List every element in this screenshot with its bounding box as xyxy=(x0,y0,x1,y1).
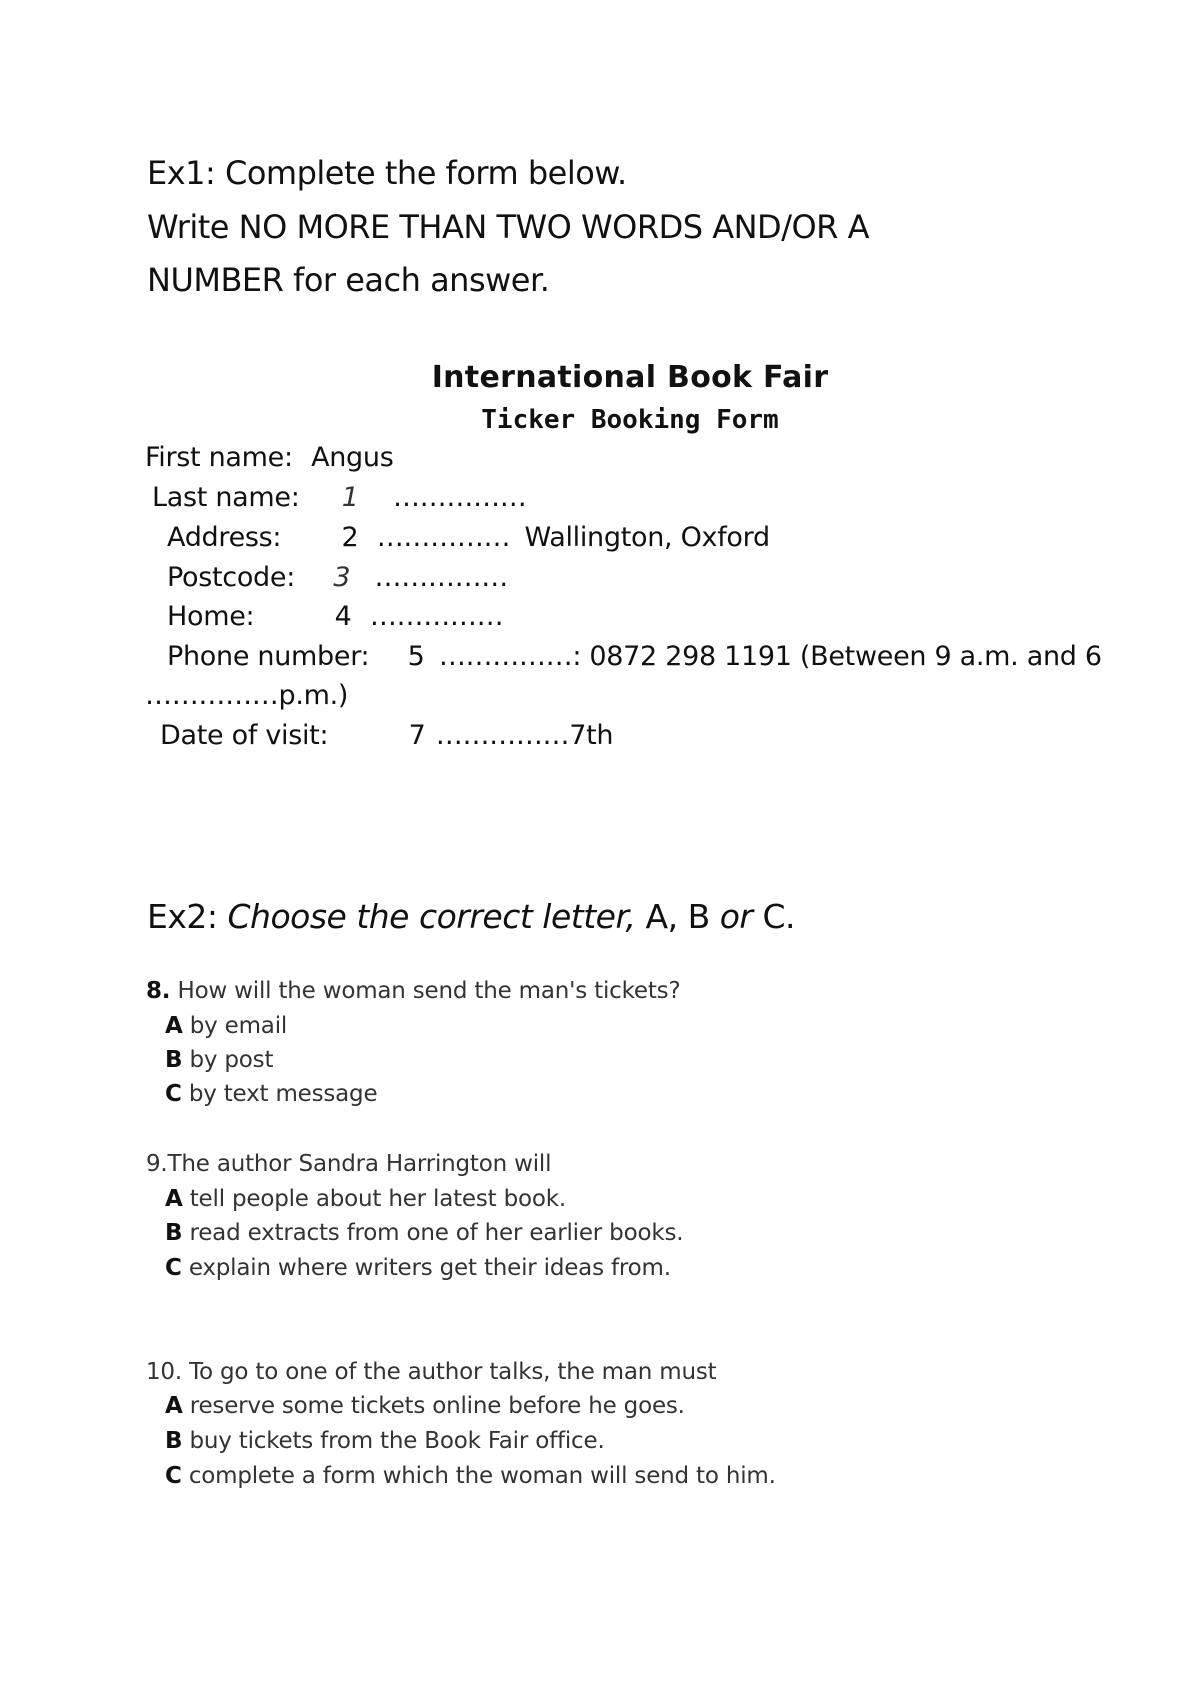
date-label: Date of visit: xyxy=(160,720,329,751)
question-text: How will the woman send the man's tickets? xyxy=(177,978,681,1004)
question-text: The author Sandra Harrington will xyxy=(167,1151,552,1177)
field-phone-continuation xyxy=(145,680,348,711)
phone-value: : 0872 298 1191 (Between 9 a.m. and 6 xyxy=(572,641,1102,672)
ex2-or: or xyxy=(719,897,753,936)
last-name-number: 1 xyxy=(341,482,359,513)
home-label: Home: xyxy=(167,601,255,632)
ex2-comma: , xyxy=(667,897,678,936)
option-text: read extracts from one of her earlier books. xyxy=(189,1220,684,1246)
option-text: by text message xyxy=(188,1081,378,1107)
date-blank: …………… xyxy=(435,720,570,751)
option-text: by post xyxy=(189,1047,274,1073)
option-b xyxy=(165,1428,605,1454)
home-number: 4 xyxy=(334,601,352,632)
option-text: reserve some tickets online before he goes. xyxy=(189,1393,685,1419)
option-a xyxy=(165,1393,685,1419)
question-number: 10. xyxy=(146,1359,182,1385)
address-number: 2 xyxy=(341,522,359,553)
last-name-label: Last name: xyxy=(152,482,300,513)
option-letter: C xyxy=(165,1255,182,1281)
option-text: explain where writers get their ideas from. xyxy=(188,1255,671,1281)
ex2-letter-c: C xyxy=(762,897,786,936)
phone-label: Phone number: xyxy=(167,641,370,672)
ex1-instruction-line-3: NUMBER for each answer. xyxy=(147,261,550,299)
phone-continuation-blank: …………… xyxy=(145,680,279,711)
field-postcode xyxy=(167,562,508,593)
option-letter: A xyxy=(165,1013,183,1039)
date-number: 7 xyxy=(408,720,426,751)
ex2-instruction-text: Choose the correct letter, xyxy=(227,897,636,936)
address-value: Wallington, Oxford xyxy=(524,522,770,553)
form-title: International Book Fair xyxy=(431,360,829,395)
question-number: 8. xyxy=(146,978,171,1004)
option-a xyxy=(165,1013,287,1039)
ex2-prefix: Ex2: xyxy=(147,897,218,936)
postcode-number: 3 xyxy=(333,562,351,593)
option-c xyxy=(165,1081,377,1107)
option-letter: C xyxy=(165,1463,182,1489)
option-letter: A xyxy=(165,1186,183,1212)
field-address xyxy=(167,522,770,553)
field-phone-number xyxy=(167,641,1102,672)
option-b xyxy=(165,1047,273,1073)
option-b xyxy=(165,1220,683,1246)
phone-number-index: 5 xyxy=(407,641,425,672)
question-number: 9. xyxy=(146,1151,168,1177)
field-last-name xyxy=(152,482,527,513)
option-letter: A xyxy=(165,1393,183,1419)
field-date-of-visit xyxy=(160,720,613,751)
option-text: by email xyxy=(189,1013,288,1039)
option-a xyxy=(165,1186,566,1212)
first-name-value: Angus xyxy=(311,442,394,473)
option-text: buy tickets from the Book Fair office. xyxy=(189,1428,605,1454)
ex2-letter-b: B xyxy=(687,897,710,936)
phone-continuation-text: p.m.) xyxy=(278,680,349,711)
postcode-blank: …………… xyxy=(374,562,509,593)
question-text: To go to one of the author talks, the man must xyxy=(189,1359,717,1385)
option-text: tell people about her latest book. xyxy=(189,1186,566,1212)
form-subtitle: Ticker Booking Form xyxy=(481,405,779,435)
question-8 xyxy=(146,978,680,1004)
postcode-label: Postcode: xyxy=(167,562,296,593)
ex2-instruction xyxy=(147,897,795,936)
question-9 xyxy=(146,1151,551,1177)
option-c xyxy=(165,1255,671,1281)
address-label: Address: xyxy=(167,522,282,553)
last-name-blank: …………… xyxy=(392,482,527,513)
field-first-name xyxy=(145,442,393,473)
ex2-period: . xyxy=(785,897,796,936)
phone-blank: …………… xyxy=(438,641,573,672)
option-letter: B xyxy=(165,1428,183,1454)
field-home xyxy=(167,601,503,632)
first-name-label: First name: xyxy=(145,442,293,473)
option-letter: B xyxy=(165,1047,183,1073)
option-text: complete a form which the woman will send to him. xyxy=(188,1463,776,1489)
ex1-instruction-line-1: Ex1: Complete the form below. xyxy=(147,154,627,192)
date-value: 7th xyxy=(569,720,614,751)
home-blank: …………… xyxy=(369,601,504,632)
ex1-instruction-line-2: Write NO MORE THAN TWO WORDS AND/OR A xyxy=(147,208,869,246)
question-10 xyxy=(146,1359,716,1385)
option-letter: B xyxy=(165,1220,183,1246)
address-blank: …………… xyxy=(376,522,511,553)
option-c xyxy=(165,1463,776,1489)
option-letter: C xyxy=(165,1081,182,1107)
ex2-letter-a: A xyxy=(645,897,668,936)
